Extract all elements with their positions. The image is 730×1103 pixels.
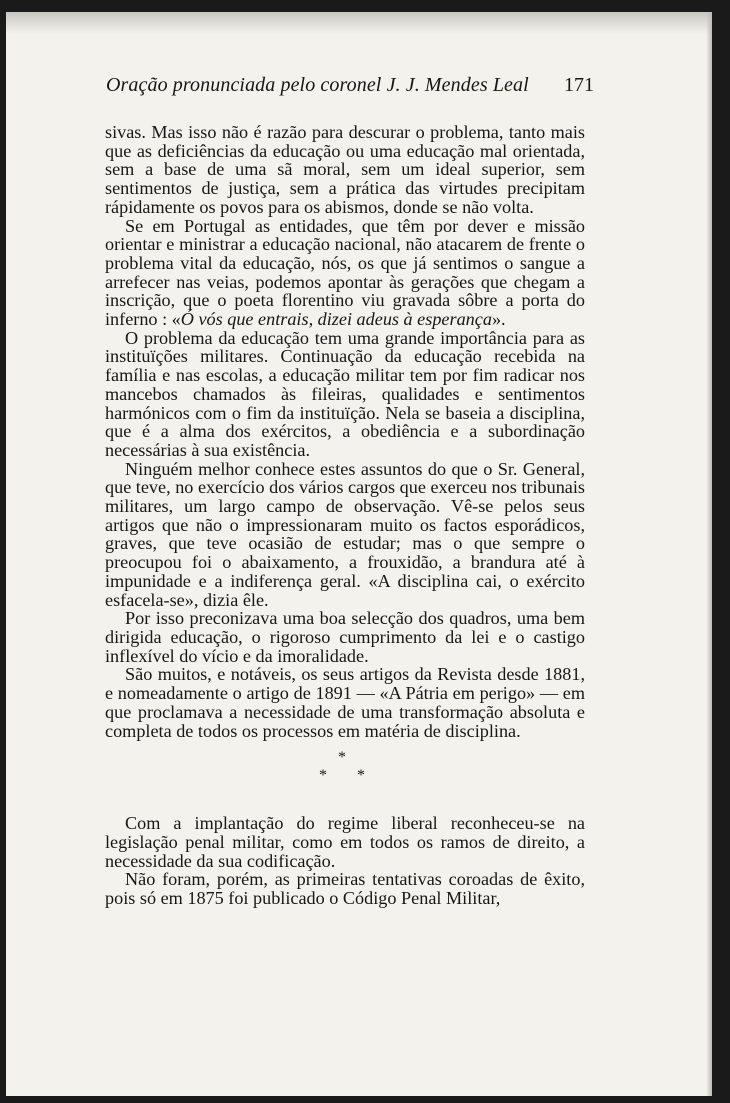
paragraph-portugal-education (105, 217, 585, 329)
scan-shadow-right (706, 12, 712, 1096)
book-page (6, 12, 712, 1096)
page-number: 171 (564, 74, 594, 96)
paragraph-penal-code: Não foram, porém, as primeiras tentativas coroadas de êxito, pois só em 1875 foi publicado o Código Penal Militar, (105, 869, 585, 909)
running-header-title: Oração pronunciada pelo coronel J. J. Mendes Leal (106, 74, 529, 96)
body-text (105, 123, 585, 908)
scan-shadow-top (6, 12, 712, 34)
paragraph-text-end: ». (491, 309, 506, 330)
paragraph-military-education: O problema da educação tem uma grande importância para as instituïções militares. Continuação da educação recebida na família e nas escolas, a educação militar tem por fim radicar nos mancebos chamados às fileiras, qualidades e sentimentos harmónicos com o fim da instituïção. Nela se baseia a disciplina, que é a alma dos exércitos, a obediência e a subordinação necessárias à sua existência. (105, 327, 585, 460)
paragraph-selection: Por isso preconizava uma boa selecção dos quadros, uma bem dirigida educação, o rigoroso cumprimento da lei e o castigo inflexível do vício e da imoralidade. (105, 608, 585, 666)
section-asterism (105, 746, 585, 794)
asterism-star: * (338, 749, 346, 767)
paragraph-general-observations: Ninguém melhor conhece estes assuntos do que o Sr. General, que teve, no exercício dos vários cargos que exerceu nos tribunais militares, um largo campo de observação. Vê-se pelos seus artigos que não o impressionaram muito os factos esporádicos, graves, que teve ocasião de estudar; mas o que sempre o preocupou foi o abaixamento, a frouxidão, a brandura até à impunidade e a indiferença geral. «A disciplina cai, o exército esfacela-se», dizia êle. (105, 458, 585, 610)
asterism-star: * (357, 767, 365, 785)
dante-quotation: Ó vós que entrais, dizei adeus à esperança (180, 309, 492, 330)
asterism-star: * (319, 767, 327, 785)
paragraph-text: Se em Portugal as entidades, que têm por dever e missão orientar e ministrar a educação nacional, não atacarem de frente o problema vital da educação, nós, os que já sentimos o sangue a arrefecer nas veias, podemos apontar às gerações que chegam a inscrição, que o poeta florentino viu gravada sôbre a porta do inferno : « (105, 215, 585, 330)
paragraph-continuation: sivas. Mas isso não é razão para descurar o problema, tanto mais que as deficiências da educação ou uma educação mal orientada, sem a base de uma sã moral, sem um ideal superior, sem sentimentos de justiça, sem a prática das virtudes precipitam rápidamente os povos para os abismos, donde se não volta. (105, 122, 585, 217)
paragraph-liberal-regime: Com a implantação do regime liberal reconheceu-se na legislação penal militar, como em todos os ramos de direito, a necessidade da sua codificação. (105, 813, 585, 871)
paragraph-revista-articles: São muitos, e notáveis, os seus artigos da Revista desde 1881, e nomeadamente o artigo de 1891 — «A Pátria em perigo» — em que proclamava a necessidade de uma transformação absoluta e completa de todos os processos em matéria de disciplina. (105, 664, 585, 741)
